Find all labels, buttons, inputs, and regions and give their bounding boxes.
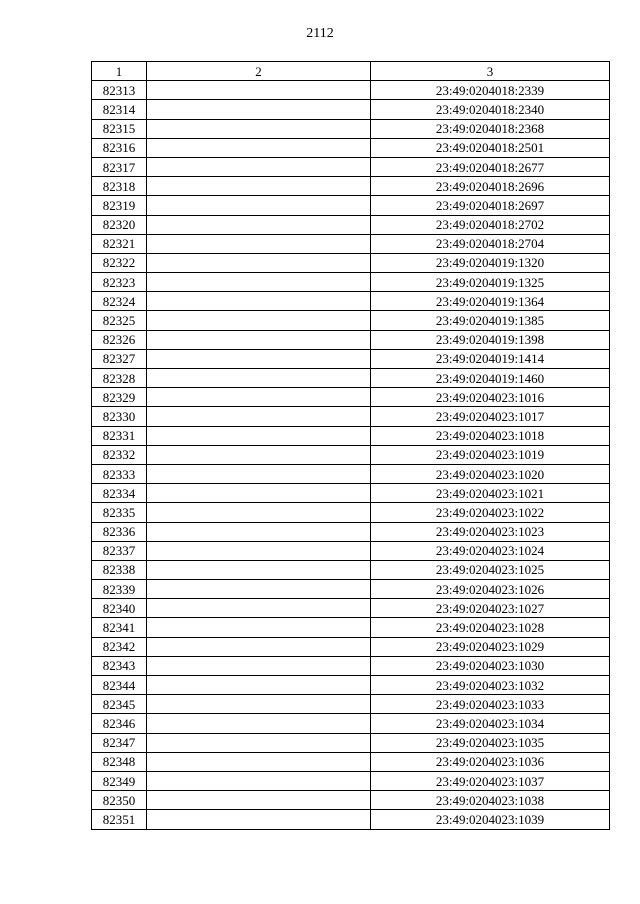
cadastral-number-cell: 23:49:0204023:1023 bbox=[371, 522, 610, 541]
description-cell bbox=[147, 771, 371, 790]
row-number-cell: 82334 bbox=[92, 484, 147, 503]
cadastral-number-cell: 23:49:0204023:1025 bbox=[371, 560, 610, 579]
row-number-cell: 82316 bbox=[92, 138, 147, 157]
description-cell bbox=[147, 292, 371, 311]
table-row bbox=[92, 618, 610, 637]
description-cell bbox=[147, 119, 371, 138]
row-number-cell: 82329 bbox=[92, 388, 147, 407]
table-row bbox=[92, 791, 610, 810]
description-cell bbox=[147, 196, 371, 215]
row-number-cell: 82341 bbox=[92, 618, 147, 637]
row-number-cell: 82344 bbox=[92, 676, 147, 695]
row-number-cell: 82342 bbox=[92, 637, 147, 656]
table-row bbox=[92, 330, 610, 349]
description-cell bbox=[147, 407, 371, 426]
cadastral-number-cell: 23:49:0204023:1016 bbox=[371, 388, 610, 407]
table-row bbox=[92, 157, 610, 176]
column-header-2: 2 bbox=[147, 62, 371, 81]
description-cell bbox=[147, 349, 371, 368]
cadastral-number-cell: 23:49:0204023:1026 bbox=[371, 580, 610, 599]
cadastral-number-cell: 23:49:0204018:2697 bbox=[371, 196, 610, 215]
description-cell bbox=[147, 714, 371, 733]
cadastral-number-cell: 23:49:0204023:1027 bbox=[371, 599, 610, 618]
table-row bbox=[92, 752, 610, 771]
description-cell bbox=[147, 464, 371, 483]
table-row bbox=[92, 503, 610, 522]
description-cell bbox=[147, 445, 371, 464]
description-cell bbox=[147, 330, 371, 349]
table-row bbox=[92, 253, 610, 272]
cadastral-number-cell: 23:49:0204019:1385 bbox=[371, 311, 610, 330]
table-row bbox=[92, 349, 610, 368]
description-cell bbox=[147, 311, 371, 330]
cadastral-number-cell: 23:49:0204023:1024 bbox=[371, 541, 610, 560]
table-row bbox=[92, 81, 610, 100]
row-number-cell: 82346 bbox=[92, 714, 147, 733]
description-cell bbox=[147, 100, 371, 119]
cadastral-number-cell: 23:49:0204023:1022 bbox=[371, 503, 610, 522]
description-cell bbox=[147, 273, 371, 292]
cadastral-number-cell: 23:49:0204023:1034 bbox=[371, 714, 610, 733]
row-number-cell: 82318 bbox=[92, 177, 147, 196]
cadastral-number-cell: 23:49:0204023:1021 bbox=[371, 484, 610, 503]
cadastral-number-cell: 23:49:0204018:2339 bbox=[371, 81, 610, 100]
description-cell bbox=[147, 810, 371, 829]
table-row bbox=[92, 637, 610, 656]
table-row bbox=[92, 119, 610, 138]
description-cell bbox=[147, 637, 371, 656]
table-row bbox=[92, 522, 610, 541]
cadastral-number-cell: 23:49:0204023:1019 bbox=[371, 445, 610, 464]
row-number-cell: 82339 bbox=[92, 580, 147, 599]
description-cell bbox=[147, 215, 371, 234]
cadastral-number-cell: 23:49:0204018:2340 bbox=[371, 100, 610, 119]
description-cell bbox=[147, 234, 371, 253]
row-number-cell: 82340 bbox=[92, 599, 147, 618]
table-row bbox=[92, 580, 610, 599]
cadastral-number-cell: 23:49:0204023:1036 bbox=[371, 752, 610, 771]
cadastral-number-cell: 23:49:0204019:1460 bbox=[371, 369, 610, 388]
description-cell bbox=[147, 484, 371, 503]
row-number-cell: 82321 bbox=[92, 234, 147, 253]
description-cell bbox=[147, 541, 371, 560]
row-number-cell: 82332 bbox=[92, 445, 147, 464]
description-cell bbox=[147, 618, 371, 637]
table-row bbox=[92, 273, 610, 292]
column-header-3: 3 bbox=[371, 62, 610, 81]
table-row bbox=[92, 177, 610, 196]
cadastral-number-cell: 23:49:0204019:1398 bbox=[371, 330, 610, 349]
row-number-cell: 82337 bbox=[92, 541, 147, 560]
description-cell bbox=[147, 81, 371, 100]
row-number-cell: 82345 bbox=[92, 695, 147, 714]
row-number-cell: 82322 bbox=[92, 253, 147, 272]
cadastral-number-cell: 23:49:0204023:1018 bbox=[371, 426, 610, 445]
row-number-cell: 82319 bbox=[92, 196, 147, 215]
cadastral-number-cell: 23:49:0204019:1320 bbox=[371, 253, 610, 272]
cadastral-number-cell: 23:49:0204018:2704 bbox=[371, 234, 610, 253]
row-number-cell: 82314 bbox=[92, 100, 147, 119]
cadastral-number-cell: 23:49:0204023:1028 bbox=[371, 618, 610, 637]
description-cell bbox=[147, 580, 371, 599]
row-number-cell: 82350 bbox=[92, 791, 147, 810]
table-row bbox=[92, 388, 610, 407]
table-row bbox=[92, 695, 610, 714]
description-cell bbox=[147, 503, 371, 522]
table-row bbox=[92, 599, 610, 618]
cadastral-number-cell: 23:49:0204023:1020 bbox=[371, 464, 610, 483]
table-row bbox=[92, 445, 610, 464]
row-number-cell: 82333 bbox=[92, 464, 147, 483]
description-cell bbox=[147, 599, 371, 618]
table-row bbox=[92, 426, 610, 445]
cadastral-number-cell: 23:49:0204023:1017 bbox=[371, 407, 610, 426]
row-number-cell: 82328 bbox=[92, 369, 147, 388]
page-number: 2112 bbox=[306, 26, 334, 41]
row-number-cell: 82351 bbox=[92, 810, 147, 829]
description-cell bbox=[147, 522, 371, 541]
description-cell bbox=[147, 388, 371, 407]
description-cell bbox=[147, 695, 371, 714]
cadastral-number-cell: 23:49:0204018:2696 bbox=[371, 177, 610, 196]
row-number-cell: 82313 bbox=[92, 81, 147, 100]
row-number-cell: 82338 bbox=[92, 560, 147, 579]
row-number-cell: 82317 bbox=[92, 157, 147, 176]
row-number-cell: 82343 bbox=[92, 656, 147, 675]
cadastral-number-cell: 23:49:0204019:1364 bbox=[371, 292, 610, 311]
row-number-cell: 82349 bbox=[92, 771, 147, 790]
table-row bbox=[92, 733, 610, 752]
table-row bbox=[92, 407, 610, 426]
table-row bbox=[92, 138, 610, 157]
row-number-cell: 82320 bbox=[92, 215, 147, 234]
cadastral-number-cell: 23:49:0204023:1029 bbox=[371, 637, 610, 656]
cadastral-number-cell: 23:49:0204023:1035 bbox=[371, 733, 610, 752]
table-row bbox=[92, 369, 610, 388]
table-row bbox=[92, 714, 610, 733]
table-row bbox=[92, 676, 610, 695]
table-row bbox=[92, 100, 610, 119]
table-row bbox=[92, 810, 610, 829]
description-cell bbox=[147, 369, 371, 388]
table-body bbox=[92, 81, 610, 829]
table-row bbox=[92, 234, 610, 253]
table-row bbox=[92, 215, 610, 234]
table-header bbox=[92, 62, 610, 81]
row-number-cell: 82325 bbox=[92, 311, 147, 330]
cadastral-number-cell: 23:49:0204023:1038 bbox=[371, 791, 610, 810]
row-number-cell: 82327 bbox=[92, 349, 147, 368]
row-number-cell: 82331 bbox=[92, 426, 147, 445]
row-number-cell: 82326 bbox=[92, 330, 147, 349]
row-number-cell: 82348 bbox=[92, 752, 147, 771]
cadastral-number-cell: 23:49:0204019:1325 bbox=[371, 273, 610, 292]
table-row bbox=[92, 464, 610, 483]
description-cell bbox=[147, 656, 371, 675]
table-row bbox=[92, 484, 610, 503]
header-row bbox=[92, 62, 610, 81]
cadastral-number-cell: 23:49:0204019:1414 bbox=[371, 349, 610, 368]
cadastral-number-cell: 23:49:0204023:1033 bbox=[371, 695, 610, 714]
table-row bbox=[92, 771, 610, 790]
description-cell bbox=[147, 177, 371, 196]
registry-table bbox=[91, 61, 610, 830]
table-row bbox=[92, 292, 610, 311]
cadastral-number-cell: 23:49:0204018:2501 bbox=[371, 138, 610, 157]
description-cell bbox=[147, 791, 371, 810]
row-number-cell: 82330 bbox=[92, 407, 147, 426]
row-number-cell: 82347 bbox=[92, 733, 147, 752]
cadastral-number-cell: 23:49:0204018:2702 bbox=[371, 215, 610, 234]
description-cell bbox=[147, 426, 371, 445]
cadastral-number-cell: 23:49:0204018:2677 bbox=[371, 157, 610, 176]
row-number-cell: 82336 bbox=[92, 522, 147, 541]
table-row bbox=[92, 560, 610, 579]
table-row bbox=[92, 656, 610, 675]
cadastral-number-cell: 23:49:0204023:1032 bbox=[371, 676, 610, 695]
description-cell bbox=[147, 560, 371, 579]
row-number-cell: 82315 bbox=[92, 119, 147, 138]
table-row bbox=[92, 541, 610, 560]
cadastral-number-cell: 23:49:0204023:1037 bbox=[371, 771, 610, 790]
description-cell bbox=[147, 733, 371, 752]
table-row bbox=[92, 311, 610, 330]
row-number-cell: 82335 bbox=[92, 503, 147, 522]
row-number-cell: 82323 bbox=[92, 273, 147, 292]
cadastral-number-cell: 23:49:0204023:1039 bbox=[371, 810, 610, 829]
cadastral-number-cell: 23:49:0204023:1030 bbox=[371, 656, 610, 675]
cadastral-number-cell: 23:49:0204018:2368 bbox=[371, 119, 610, 138]
description-cell bbox=[147, 157, 371, 176]
description-cell bbox=[147, 253, 371, 272]
description-cell bbox=[147, 676, 371, 695]
table-row bbox=[92, 196, 610, 215]
description-cell bbox=[147, 138, 371, 157]
row-number-cell: 82324 bbox=[92, 292, 147, 311]
column-header-1: 1 bbox=[92, 62, 147, 81]
description-cell bbox=[147, 752, 371, 771]
